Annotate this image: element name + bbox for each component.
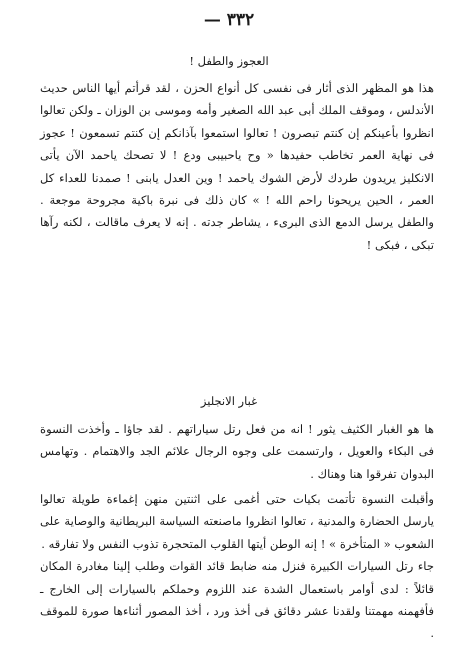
- paragraph: هذا هو المظهر الذى أثار فى نفسى كل أنواع الحزن ، لقد قرأتم أيها الناس حديث الأندلس ، وموقف الملك أبى عبد الله الصغير وأمه وموسى بن الوزان ـ ولكن تعالوا انظروا بأعينكم إن كنتم تبصرون ! تعالوا استمعوا بآذانكم إن كنتم تسمعون ! عجوز فى نهاية العمر تخاطب حفيدها « وح ياحبيبى ودع ! لا تصحك ياحمد الآن يأتى الانكليز يريدون طردك لأرض الشوك ياحمد ! وين العدل يابنى ! صمدنا للعداء كل العمر ، الحين يريحونا راحم الله ! » كان ذلك فى نبرة باكية مجروحة موجعة . والطفل يرسل الدمع الذى البرىء ، يشاطر جدته . إنه لا يعرف ماقالت ، لكنه رآها تبكى ، فبكى !: [40, 81, 434, 252]
- section-heading-old-woman-and-child: العجوز والطفل !: [189, 54, 269, 68]
- section-heading-english-dust: غبار الانجليز: [200, 394, 258, 408]
- section-body-old-woman-and-child: [40, 77, 434, 256]
- section-body-english-dust-p2-p3: [40, 488, 434, 645]
- section-body-english-dust-p1: [40, 418, 434, 485]
- page-number: — ٣٣٢: [203, 10, 255, 30]
- paragraph: جاء رتل السيارات الكبيرة فنزل منه ضابط قائد القوات وطلب إلينا مغادرة المكان قائلاً : لدى أوامر باستعمال الشدة عند اللزوم وحملكم بالسيارات إلى الخارج ـ فأفهمنه مهمتنا ولقدنا عشر دقائق فى أخذ ورد ، أخذ المصور أثناءها صورة للموقف .: [40, 559, 434, 641]
- paragraph: ها هو الغبار الكثيف يثور ! انه من فعل رتل سياراتهم . لقد جاؤا ـ وأخذت النسوة فى البكاء والعويل ، وارتسمت على وجوه الرجال علائم الجد والاهتمام . وتهامس البدوان تفرقوا هنا وهناك .: [40, 422, 434, 481]
- paragraph: وأقبلت النسوة تأتمت بكيات حتى أغمى على اثنتين منهن إغماءة طويلة تعالوا يارسل الحضارة والمدنية ، تعالوا انظروا ماصنعته السياسة البريطانية والوصاية على الشعوب « المتأخرة » ! إنه الوطن أيتها القلوب المتحجرة تذوب النفس ولا تفارقه .: [40, 492, 434, 551]
